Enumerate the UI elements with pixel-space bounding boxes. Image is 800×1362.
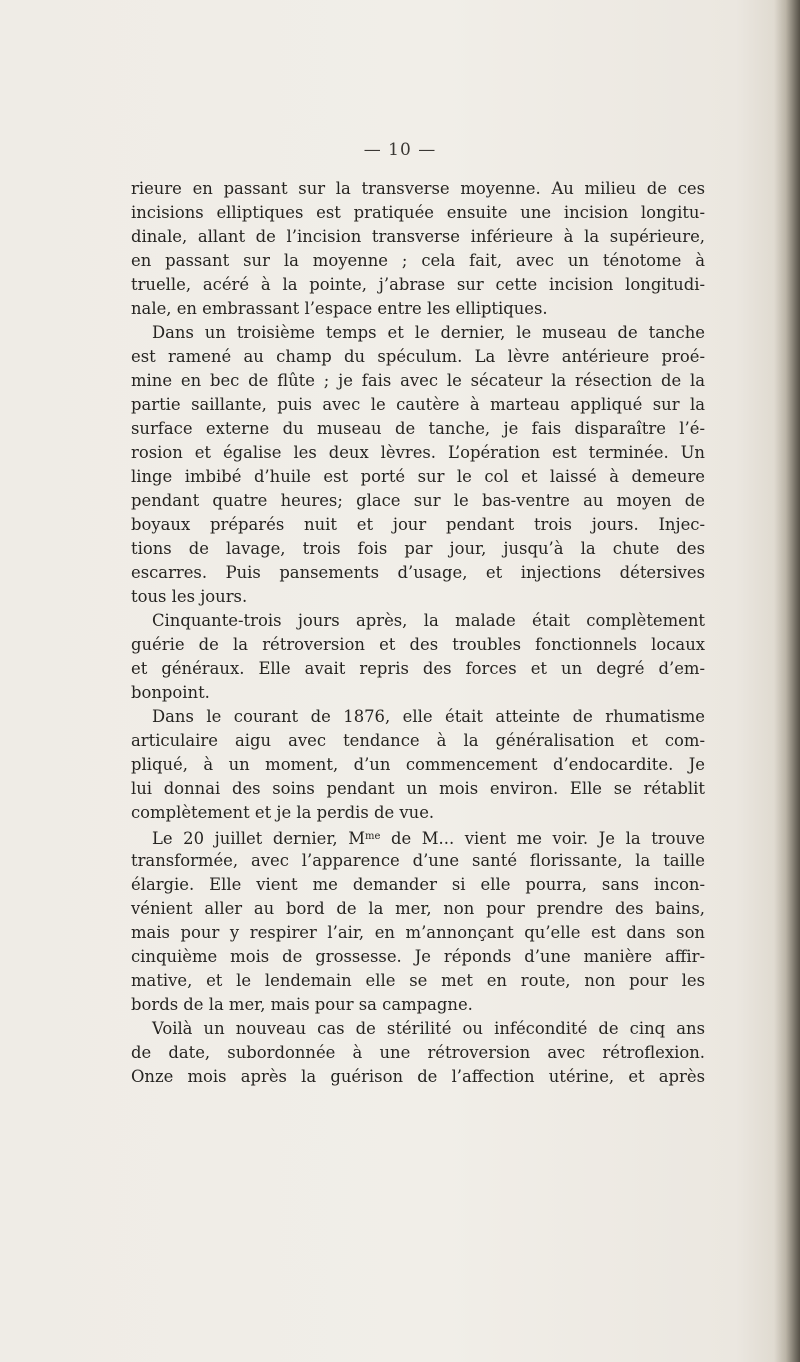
text-line: surface externe du museau de tanche, je fais disparaître l’é-: [131, 419, 705, 438]
page-number: — 10 —: [363, 140, 437, 160]
text-line: bords de la mer, mais pour sa campagne.: [131, 995, 473, 1014]
text-line: de date, subordonnée à une rétroversion avec rétroflexion.: [131, 1043, 705, 1062]
text-line: transformée, avec l’apparence d’une santé florissante, la taille: [131, 851, 705, 870]
text-line: mine en bec de flûte ; je fais avec le sécateur la résection de la: [131, 371, 705, 390]
text-line: bonpoint.: [131, 683, 210, 702]
text-line: dinale, allant de l’incision transverse inférieure à la supérieure,: [131, 227, 705, 246]
page-edge-shadow: [774, 0, 800, 1362]
text-line: pliqué, à un moment, d’un commencement d’endocardite. Je: [131, 755, 705, 774]
text-line: lui donnai des soins pendant un mois environ. Elle se rétablit: [131, 779, 705, 798]
superscript-abbreviation: me: [365, 831, 381, 842]
body-text: [131, 177, 705, 1089]
text-line: mais pour y respirer l’air, en m’annonçant qu’elle est dans son: [131, 923, 705, 942]
text-line: vénient aller au bord de la mer, non pour prendre des bains,: [131, 899, 705, 918]
text-line: linge imbibé d’huile est porté sur le col et laissé à demeure: [131, 467, 705, 486]
paragraph-start: Cinquante-trois jours après, la malade était complètement: [152, 611, 705, 630]
text-line: est ramené au champ du spéculum. La lèvre antérieure proé-: [131, 347, 705, 366]
text-fragment: de M... vient me voir. Je la trouve: [380, 829, 705, 848]
text-line: cinquième mois de grossesse. Je réponds d’une manière affir-: [131, 947, 705, 966]
text-line: nale, en embrassant l’espace entre les elliptiques.: [131, 299, 548, 318]
text-line: incisions elliptiques est pratiquée ensuite une incision longitu-: [131, 203, 705, 222]
text-line: élargie. Elle vient me demander si elle pourra, sans incon-: [131, 875, 705, 894]
text-line: en passant sur la moyenne ; cela fait, avec un ténotome à: [131, 251, 705, 270]
paragraph-start: Dans un troisième temps et le dernier, le museau de tanche: [152, 323, 705, 342]
text-line: boyaux préparés nuit et jour pendant trois jours. Injec-: [131, 515, 705, 534]
text-line: complètement et je la perdis de vue.: [131, 803, 435, 822]
paragraph-start: [131, 825, 705, 849]
text-line: Onze mois après la guérison de l’affection utérine, et après: [131, 1067, 705, 1086]
text-line: partie saillante, puis avec le cautère à marteau appliqué sur la: [131, 395, 705, 414]
text-line: rieure en passant sur la transverse moyenne. Au milieu de ces: [131, 179, 705, 198]
text-line: articulaire aigu avec tendance à la généralisation et com-: [131, 731, 705, 750]
text-line: rosion et égalise les deux lèvres. L’opération est terminée. Un: [131, 443, 705, 462]
text-line: et généraux. Elle avait repris des forces et un degré d’em-: [131, 659, 705, 678]
text-line: tous les jours.: [131, 587, 248, 606]
text-line: truelle, acéré à la pointe, j’abrase sur cette incision longitudi-: [131, 275, 705, 294]
text-line: guérie de la rétroversion et des troubles fonctionnels locaux: [131, 635, 705, 654]
text-line: tions de lavage, trois fois par jour, jusqu’à la chute des: [131, 539, 705, 558]
paragraph-start: Dans le courant de 1876, elle était atteinte de rhumatisme: [152, 707, 705, 726]
text-line: mative, et le lendemain elle se met en route, non pour les: [131, 971, 705, 990]
text-line: escarres. Puis pansements d’usage, et injections détersives: [131, 563, 705, 582]
text-line: pendant quatre heures; glace sur le bas-ventre au moyen de: [131, 491, 705, 510]
paragraph-start: Voilà un nouveau cas de stérilité ou infécondité de cinq ans: [152, 1019, 705, 1038]
text-fragment: Le 20 juillet dernier, M: [152, 829, 365, 848]
